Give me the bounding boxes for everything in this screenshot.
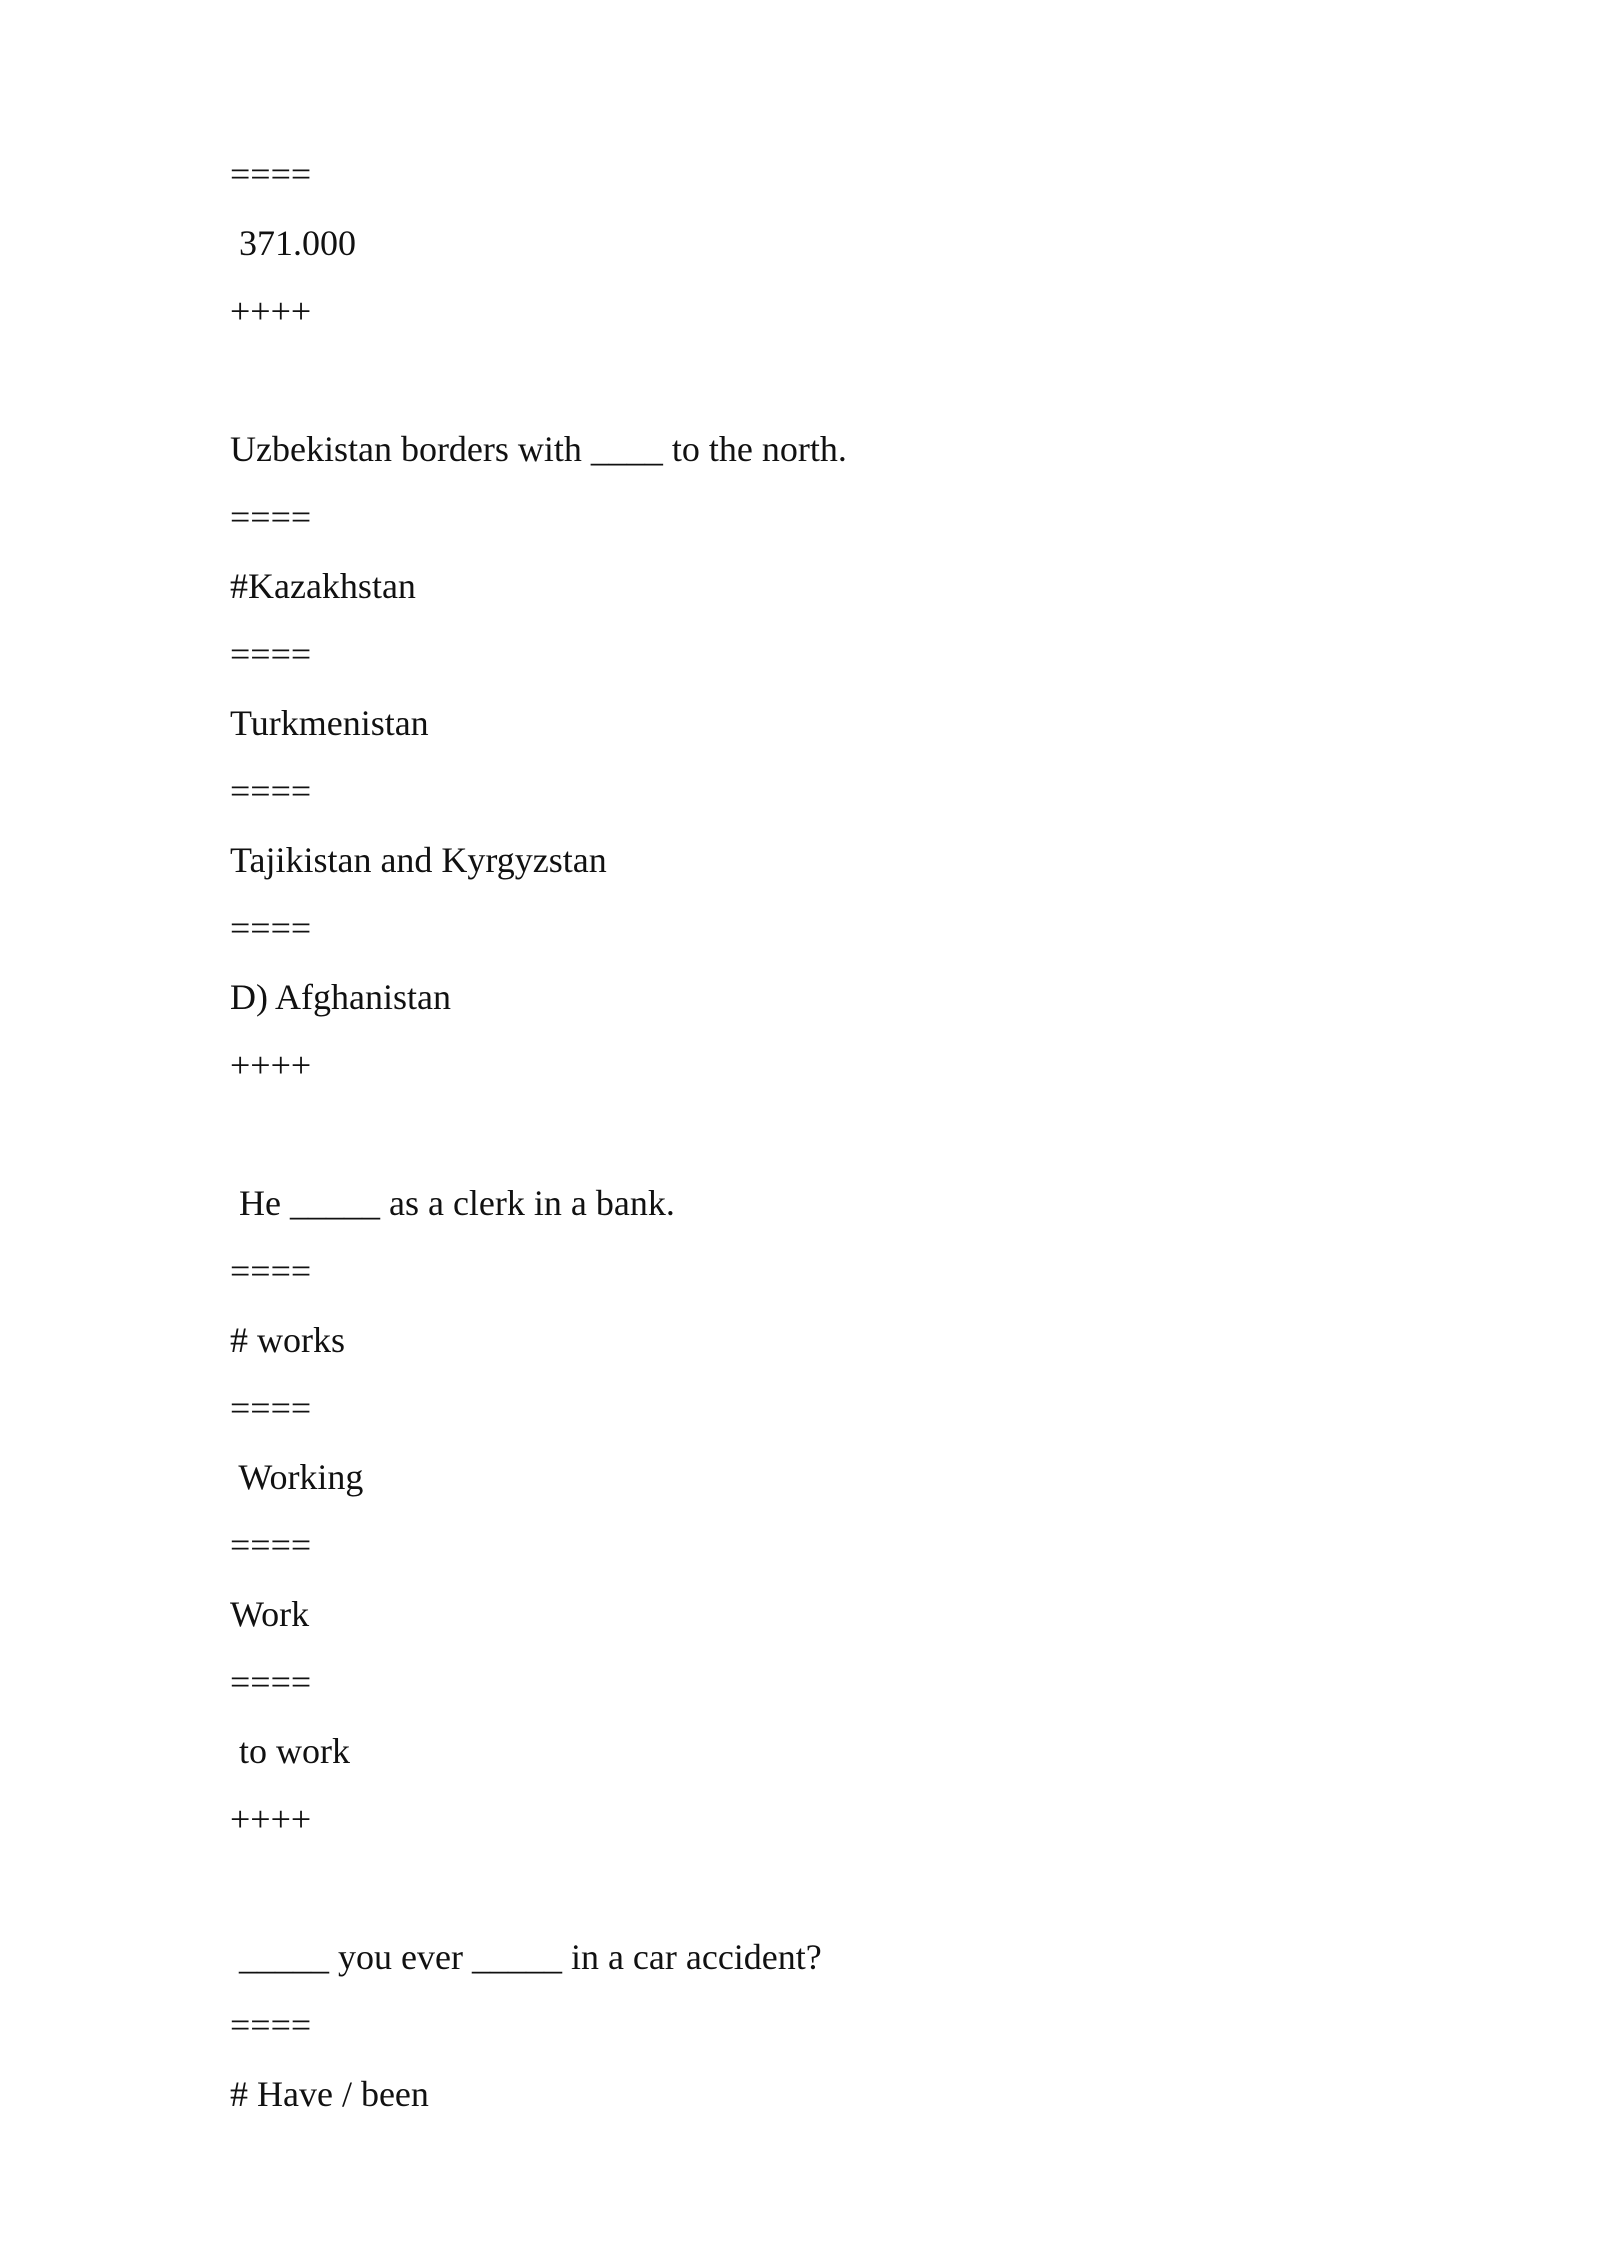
correct-answer-option: # Have / been	[230, 2074, 429, 2114]
separator-line: ====	[230, 1388, 312, 1428]
question-end-marker: ++++	[230, 1799, 312, 1839]
separator-line: ====	[230, 908, 312, 948]
separator-line: ====	[230, 1525, 312, 1565]
correct-answer-option: # works	[230, 1320, 345, 1360]
question-end-marker: ++++	[230, 291, 312, 331]
separator-line: ====	[230, 497, 312, 537]
answer-option: to work	[230, 1731, 350, 1771]
separator-line: ====	[230, 1662, 312, 1702]
answer-option: 371.000	[230, 223, 356, 263]
question-text: He _____ as a clerk in a bank.	[230, 1183, 675, 1223]
answer-option: D) Afghanistan	[230, 977, 451, 1017]
separator-line: ====	[230, 1251, 312, 1291]
question-text: Uzbekistan borders with ____ to the north.	[230, 429, 847, 469]
answer-option: Tajikistan and Kyrgyzstan	[230, 840, 607, 880]
answer-option: Turkmenistan	[230, 703, 429, 743]
answer-option: Work	[230, 1594, 310, 1634]
separator-line: ====	[230, 2005, 312, 2045]
correct-answer-option: #Kazakhstan	[230, 566, 416, 606]
separator-line: ====	[230, 154, 312, 194]
separator-line: ====	[230, 634, 312, 674]
question-text: _____ you ever _____ in a car accident?	[230, 1937, 822, 1977]
answer-option: Working	[230, 1457, 364, 1497]
question-end-marker: ++++	[230, 1045, 312, 1085]
separator-line: ====	[230, 771, 312, 811]
